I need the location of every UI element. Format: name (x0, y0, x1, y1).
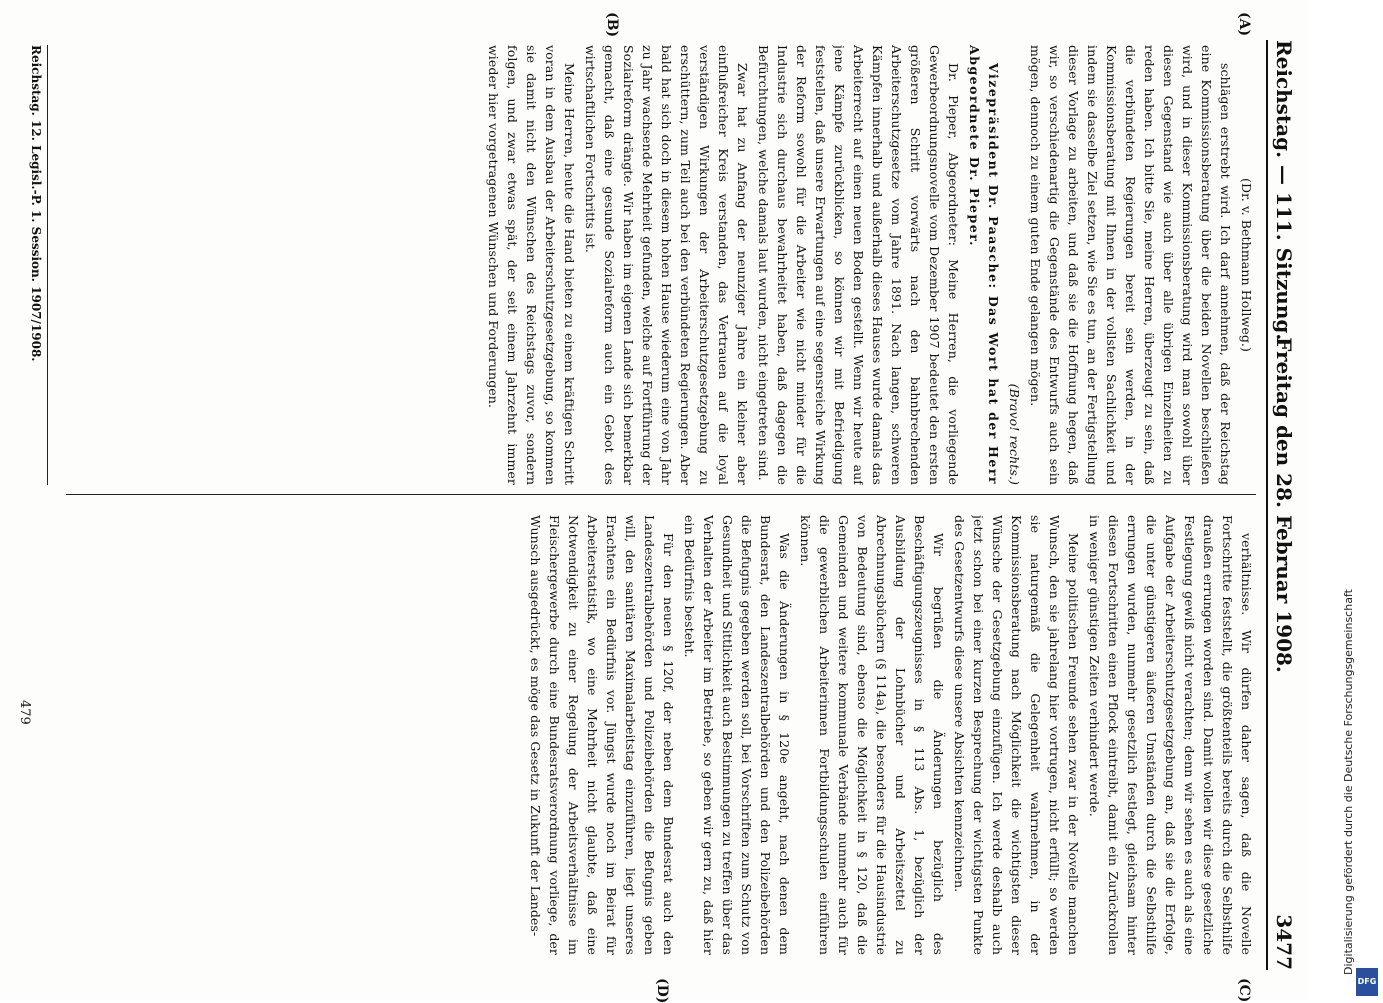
paragraph: Für den neuen § 120f, der neben dem Bundesrat auch den Landeszentralbehörden und Polizeibehörden die Befugnis geben will, den sanitären Maximalarbeitstag einzuführen, liegt unseres Erachtens ein Bedürfnis vor. Jüngst wurde noch im Beirat für Arbeiterstatistik, wo eine Mehrheit nicht glaubte, daß eine Notwendigkeit zu einer Regelung der Arbeitsverhältnisse im Fleischergewerbe durch eine Bundesratsverordnung vorliege, der Wunsch ausgedrückt, es möge das Gesetz in Zukunft der Landes- (528, 515, 676, 955)
margin-marker-d: (D) (654, 978, 670, 1003)
paragraph-president: Vizepräsident Dr. Paasche: Das Wort hat der Herr Abgeordnete Dr. Pieper. (967, 45, 1001, 485)
page-header (1266, 40, 1302, 970)
paragraph: Zwar hat zu Anfang der neunziger Jahre ein kleiner aber einflußreicher Kreis verstanden, das Vertrauen auf die loyal verständigen Wirkungen der Arbeiterschutzgesetzgebung zu erschüttern, zum Teil auch bei den verbündeten Regierungen. Aber bald hat sich doch in diesem hohen Hause wiederum eine von Jahr zu Jahr wachsende Mehrheit gefunden, welche auf Fortführung der Sozialreform drängte. Wir haben im eigenen Lande sich bemerkbar gemacht, daß eine gesunde Sozialreform auch ein Gebot des wirtschaftlichen Fortschritts ist. (583, 45, 750, 485)
margin-marker-c: (C) (1236, 978, 1252, 1003)
header-session: Reichstag. — 111. Sitzung. (1272, 40, 1296, 341)
dfg-logo: DFG (1356, 968, 1378, 996)
right-text-column (66, 515, 1256, 955)
paragraph: Meine Herren, heute die Hand bieten zu einem kräftigen Schritt voran in dem Ausbau der Arbeiterschutzgesetzgebung, so kommen sie damit nicht den Wünschen des Reichstags zuvor, sondern folgen, und zwar etwas spät, der seit einem Jahrzehnt immer wieder hier vorgetragenen Wünschen und Forderungen. (486, 45, 577, 485)
page-footer: Reichstag. 12. Legisl.-P. 1. Session. 1907/1908. (29, 45, 48, 485)
digitization-credit (1340, 0, 1380, 1000)
applause-note: (Bravo! rechts.) (1007, 383, 1022, 485)
paragraph: schlägen erstrebt wird. Ich darf annehmen, daß der Reichstag eine Kommissionsberatung über die beiden Novellen beschließen wird, und in dieser Kommissionsberatung wird man sowohl über diesen Gegenstand wie auch über alle übrigen Einzelheiten zu reden haben. Ich bitte Sie, meine Herren, überzeugt zu sein, daß die verbündeten Regierungen bereit sein werden, in der Kommissionsberatung mit Ihnen in der vollsten Sachlichkeit und indem sie dasselbe Ziel setzen, wie Sie es tun, an der Fertigstellung dieser Vorlage zu arbeiten, und daß sie die Hoffnung hegen, daß wir, so verschiedenartig die Gegenstände des Entwurfs auch sein mögen, dennoch zu einem guten Ende gelangen mögen. (1028, 45, 1233, 485)
margin-marker-b: (B) (604, 12, 620, 38)
paragraph: Meine politischen Freunde sehen zwar in der Novelle manchen Wunsch, den sie jahrelang hier vortrugen, nicht erfüllt; so werden sie naturgemäß die Gelegenheit wahrnehmen, in der Kommissionsberatung nach Möglichkeit die wichtigsten dieser Wünsche der Gesetzgebung einzufügen. Ich werde deshalb auch jetzt schon bei einer kurzen Besprechung der wichtigsten Punkte des Gesetzentwurfs diese unsere Absichten kennzeichnen. (952, 515, 1081, 955)
header-date: Freitag den 28. Februar 1908. (1272, 337, 1296, 673)
margin-marker-a: (A) (1236, 12, 1252, 37)
paragraph: Dr. Pieper, Abgeordneter: Meine Herren, die vorliegende Gewerbeordnungsnovelle vom Dezember 1907 bedeutet den ersten größeren Schritt vorwärts nach den bahnbrechenden Arbeiterschutzgesetze vom Jahre 1891. Nach langen, schweren Kämpfen innerhalb und außerhalb dieses Hauses wurde damals das Arbeiterrecht auf einen neuen Boden gestellt. Wenn wir heute auf jene Kämpfe zurückblicken, so können wir mit Befriedigung feststellen, daß unsere Erwartungen auf eine segensreiche Wirkung der Reform sowohl für die Arbeiter wie nicht minder für die Industrie sich durchaus bewahrheitet haben, daß dagegen die Befürchtungen, welche damals laut wurden, nicht eingetreten sind. (756, 45, 961, 485)
paragraph: verhältnisse. Wir dürfen daher sagen, daß die Novelle Fortschritte feststellt, die größtenteils bereits durch die Selbsthilfe draußen errungen worden sind. Damit wollen wir diese gesetzliche Festlegung gewiß nicht verachten; denn wir sehen es auch als eine Aufgabe der Arbeiterschutzgesetzgebung an, daß sie die Erfolge, die unter günstigeren äußeren Umständen durch die Selbsthilfe errungen wurden, nunmehr gesetzlich festlegt, gleichsam hinter diesen Fortschritten einen Pflock eintreibt, damit ein Zurückrollen in weniger günstigen Zeiten verhindert werde. (1087, 515, 1254, 955)
page-number: 479 (17, 700, 32, 725)
left-text-column (66, 45, 1256, 485)
header-column-number: 3477 (1272, 914, 1296, 970)
credit-text: Digitalisierung gefördert durch die Deutsche Forschungsgemeinschaft (1342, 589, 1355, 975)
paragraph: Was die Änderungen in § 120e angeht, nach denen dem Bundesrat, den Landeszentralbehörden und den Polizeibehörden die Befugnis gegeben werden soll, bei Vorschriften zum Schutz von Gesundheit und Sittlichkeit auch Bestimmungen zu treffen über das Verhalten der Arbeiter im Betriebe, so geben wir gern zu, daß hier ein Bedürfnis besteht. (682, 515, 792, 955)
speaker-intro: (Dr. v. Bethmann Hollweg.) (1239, 178, 1254, 352)
column-divider (66, 494, 1256, 495)
paragraph: Wir begrüßen die Änderungen bezüglich des Beschäftigungszeugnisses in § 113 Abs. 1, bezüglich der Ausbildung der Lohnbücher und Arbeitszettel zu Abrechnungsbüchern (§ 114a), die besonders für die Hausindustrie von Bedeutung sind, ebenso die Möglichkeit in § 120, daß die Gemeinden und weitere kommunale Verbände nunmehr auch für die gewerblichen Arbeiterinnen Fortbildungsschulen einführen können. (798, 515, 946, 955)
